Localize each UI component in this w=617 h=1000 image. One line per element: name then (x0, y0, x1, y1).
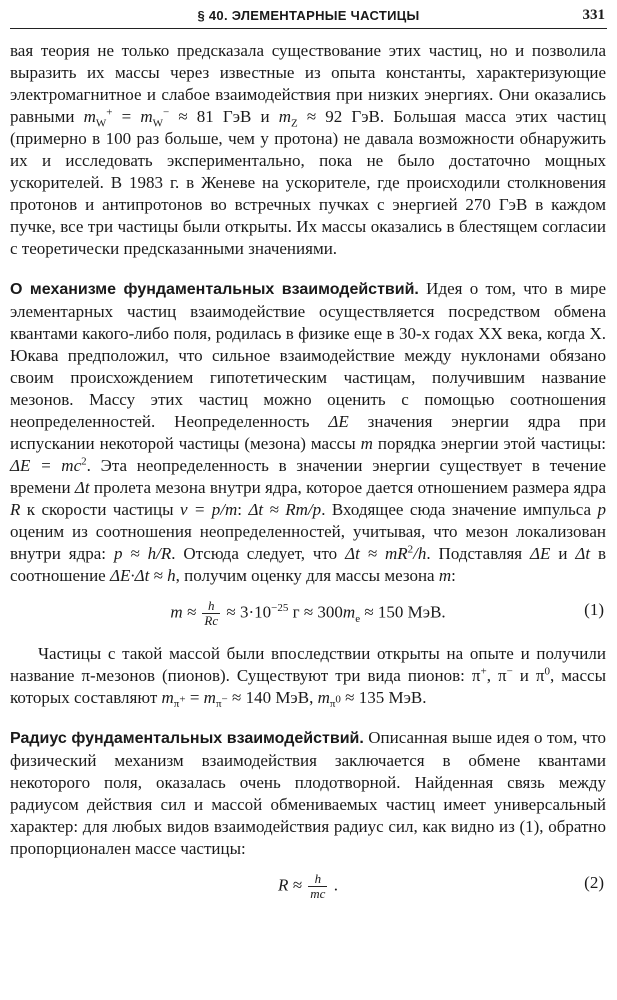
fraction-h-over-rc: $\frac{h}{Rc}$ (204, 598, 219, 628)
fraction-h-over-mc: $\frac{h}{mc}$ (310, 871, 326, 901)
paragraph-radius: Радиус фундаментальных взаимодействий. Описанная выше идея о том, что физический механизм взаимодействия заключается в обмене квантами некоторого поля, оказалась очень плодотворной. Найденная связь между радиусом действия сил и массой обмениваемых частиц имеет универсальный характер: для любых видов взаимодействия радиус сил, как видно из (1), обратно пропорционален массе частицы: (10, 728, 607, 858)
page-number: 331 (582, 7, 605, 23)
running-header (10, 4, 607, 29)
page-body (10, 40, 606, 908)
heading-mechanism: О механизме фундаментальных взаимодействий. (10, 281, 419, 298)
paragraph-mechanism: О механизме фундаментальных взаимодействий. Идея о том, что в мире элементарных частиц взаимодействие осуществляется посредством обмена квантами какого-либо поля, родилась в физике еще в 30-х годах XX века, когда Х. Юкава предположил, что сильное взаимодействие между нуклонами обязано своим происхождением гипотетическим частицам, получившим название мезонов. Массу этих частиц можно оценить с помощью соотношения неопределенностей. Неопределенность ΔE значения энергии ядра при испускании некоторой частицы (мезона) массы m порядка энергии этой частицы: $\Delta E = mc^2$. Эта неопределенность в значении энергии существует в течение времени Δt пролета мезона внутри ядра, которое дается отношением размера ядра R к скорости частицы v = p/m: Δt ≈ Rm/p. Входящее сюда значение импульса p оценим из соотношения неопределенностей, учитывая, что мезон локализован внутри ядра: p ≈ h/R. Отсюда следует, что $\Delta t \approx mR^2/h$. Подставляя ΔE и Δt в соотношение ΔE·Δt ≈ h, получим оценку для массы мезона m: (10, 279, 607, 585)
paragraph-intro: вая теория не только предсказала существование этих частиц, но и позволила выразить их массы через известные из опыта константы, характеризующие электромагнитное и слабое взаимодействия при низких энергиях. Они оказались равными $m_W^+ = m_W^- \approx 81$ ГэВ и $m_Z \approx 92$ ГэВ. Большая масса этих частиц (примерно в 100 раз больше, чем у протона) не давала возможности обнаружить их и исследовать экспериментально, пока не было достаточно мощных ускорителей. В 1983 г. в Женеве на ускорителе, где происходили столкновения протонов и антипротонов во встречных пучках с энергией 270 ГэВ в каждом пучке, все три частицы были открыты. Их массы оказались в блестящем согласии с теоретически предсказанными значениями. (10, 41, 606, 258)
formula-2-expression: R ≈ $\frac{h}{mc}$ . (278, 871, 338, 901)
section-title: § 40. ЭЛЕМЕНТАРНЫЕ ЧАСТИЦЫ (197, 8, 420, 23)
equation-number-1: (1) (584, 600, 604, 619)
paragraph-pions: Частицы с такой массой были впоследствии открыты на опыте и получили название π-мезонов (пионов). Существуют три вида пионов: π+, π− и $\pi^0$, массы которых составляют $m_{\pi^+} = m_{\pi^-} \approx 140$ МэВ, $m_{\pi^0} \approx 135$ МэВ. (10, 644, 606, 711)
formula-1-expression: m ≈ $\frac{h}{Rc}$ ≈ $3\cdot 10^{-25}$ $г \approx 300m_e \approx 150$ МэВ. (170, 598, 446, 628)
equation-number-2: (2) (584, 873, 604, 892)
formula-1 (10, 593, 606, 629)
heading-radius: Радиус фундаментальных взаимодействий. (10, 730, 364, 747)
formula-2 (10, 866, 606, 902)
